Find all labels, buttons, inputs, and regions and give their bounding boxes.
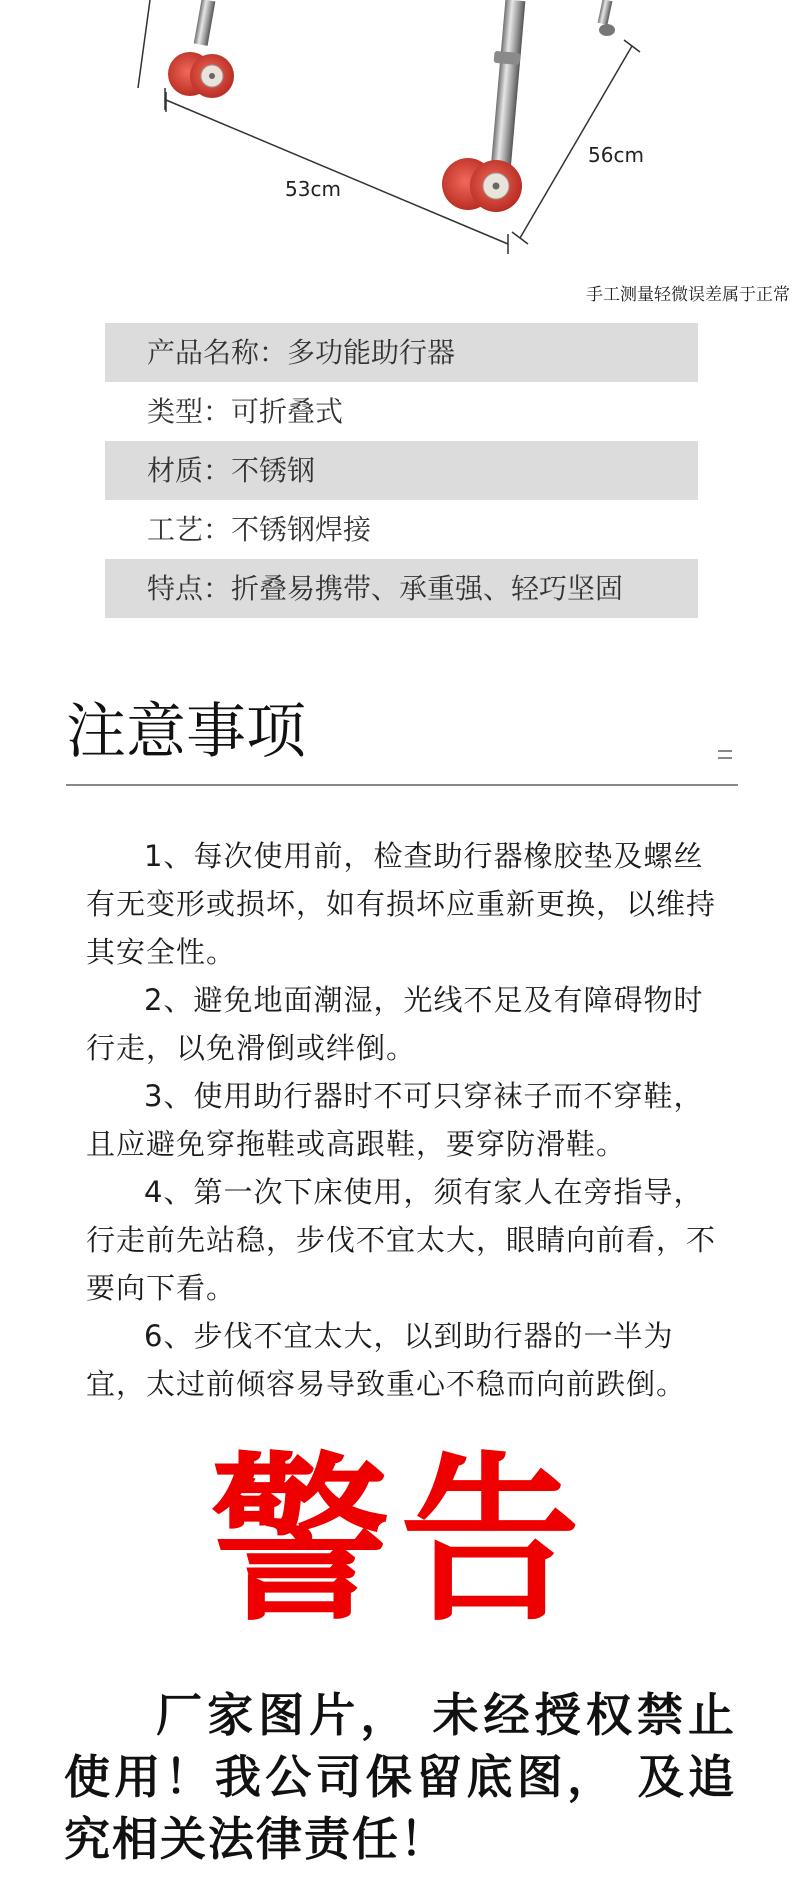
spec-row: 类型：可折叠式 bbox=[147, 395, 344, 428]
product-image bbox=[0, 0, 800, 300]
measurement-note: 手工测量轻微误差属于正常 bbox=[586, 285, 790, 305]
copyright-notice bbox=[64, 1684, 736, 1870]
notice-list bbox=[86, 832, 726, 1408]
section-divider bbox=[66, 784, 738, 786]
copyright-text: 厂家图片， 未经授权禁止使用！我公司保留底图， 及追究相关法律责任！ bbox=[64, 1688, 736, 1866]
width-dimension-label: 53cm bbox=[285, 177, 341, 201]
notice-title: 注意事项 bbox=[66, 697, 306, 767]
spec-row: 工艺：不锈钢焊接 bbox=[147, 513, 372, 546]
spec-row: 产品名称：多功能助行器 bbox=[105, 323, 698, 382]
wheel-right bbox=[442, 158, 522, 212]
warning-title: 警告 bbox=[209, 1437, 590, 1646]
wheel-left bbox=[168, 52, 234, 98]
notice-item: 4、第一次下床使用，须有家人在旁指导，行走前先站稳，步伐不宜太大，眼睛向前看，不要向下看。 bbox=[86, 1175, 717, 1305]
notice-item: 6、步伐不宜太大，以到助行器的一半为宜，太过前倾容易导致重心不稳而向前跌倒。 bbox=[86, 1319, 687, 1401]
depth-dimension-label: 56cm bbox=[588, 143, 644, 167]
spec-row: 特点：折叠易携带、承重强、轻巧坚固 bbox=[105, 559, 698, 618]
spec-table bbox=[105, 323, 698, 618]
menu-lines-icon bbox=[718, 750, 732, 764]
notice-item: 3、使用助行器时不可只穿袜子而不穿鞋，且应避免穿拖鞋或高跟鞋，要穿防滑鞋。 bbox=[86, 1079, 704, 1161]
notice-item: 1、每次使用前，检查助行器橡胶垫及螺丝有无变形或损坏，如有损坏应重新更换，以维持其安全性。 bbox=[86, 839, 717, 969]
notice-item: 2、避免地面潮湿，光线不足及有障碍物时行走，以免滑倒或绊倒。 bbox=[86, 983, 704, 1065]
spec-row: 材质：不锈钢 bbox=[105, 441, 698, 500]
